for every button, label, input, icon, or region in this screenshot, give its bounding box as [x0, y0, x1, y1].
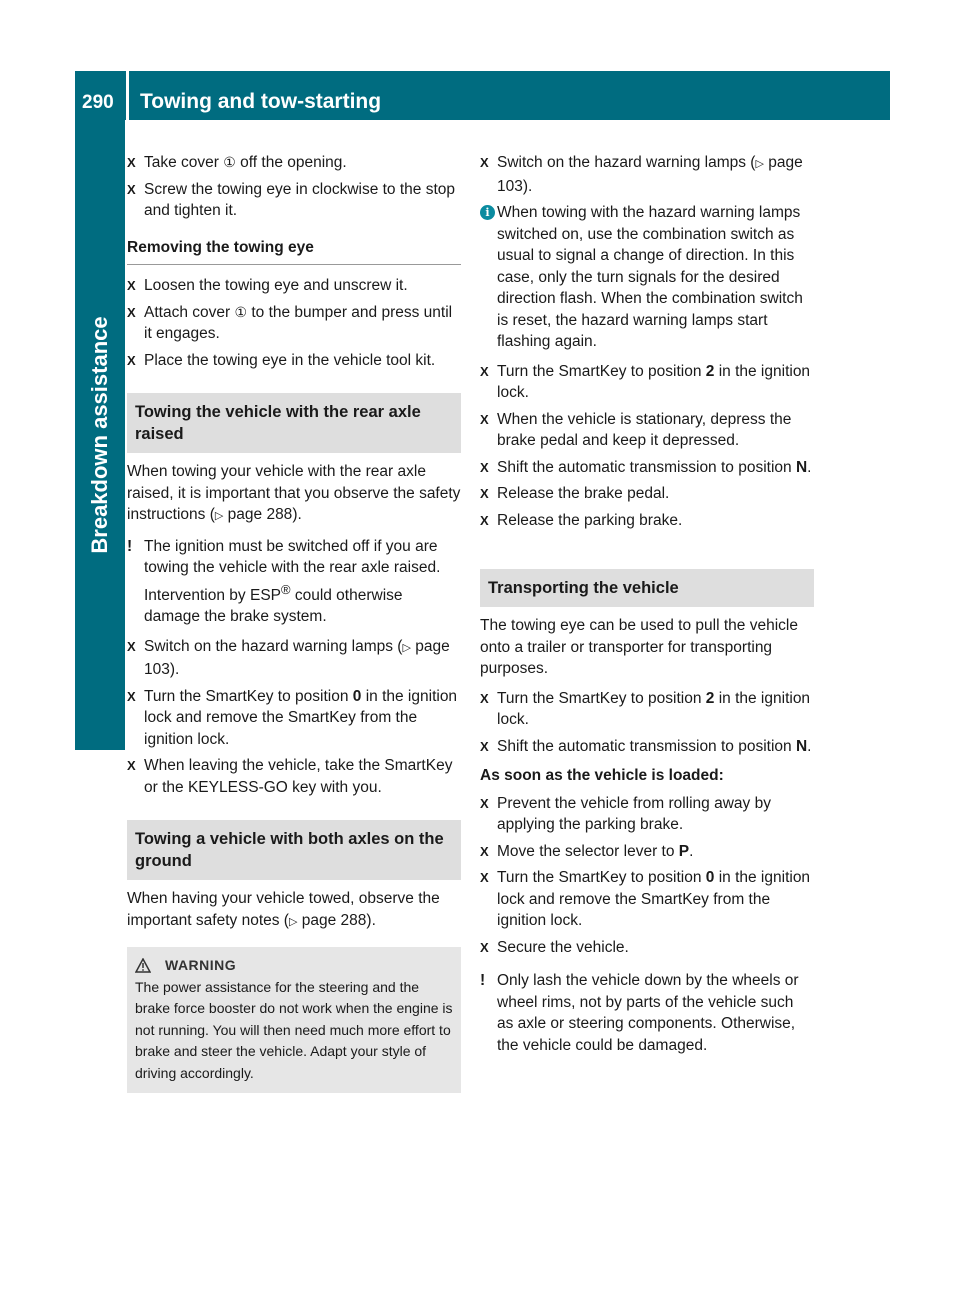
callout-1-icon: ① — [234, 303, 248, 320]
note-lash-vehicle — [480, 970, 814, 1056]
page-ref-link[interactable]: page 288 — [227, 506, 293, 523]
note-text: The ignition must be switched off if you are towing the vehicle with the rear axle raised. Intervention by ESP — [144, 537, 441, 604]
step-text: in the ignition lock. — [497, 362, 811, 401]
step-text: . — [807, 458, 812, 476]
right-column — [480, 152, 814, 1064]
step-text: Loosen the towing eye and unscrew it. — [144, 277, 408, 294]
step-release-parking — [480, 510, 814, 532]
step-text: Shift the automatic transmission to position — [497, 458, 796, 476]
page-ref-link[interactable]: page 103 — [497, 154, 803, 195]
note-text: could otherwise damage the brake system. — [144, 586, 403, 626]
step-text: Turn the SmartKey to position — [497, 689, 706, 707]
header-divider — [126, 71, 129, 120]
step-text: off the opening. — [235, 154, 347, 171]
paragraph-text: When towing your vehicle with the rear axle raised, it is important that you observe the safety instructions ( — [127, 463, 461, 523]
note-ignition-off — [127, 536, 461, 628]
step-arrow-icon: X — [480, 690, 489, 706]
step-arrow-icon: X — [127, 155, 136, 170]
step-prevent-rolling — [480, 793, 814, 836]
step-text: Release the parking brake. — [497, 511, 683, 529]
paragraph-both-axles-intro — [127, 888, 461, 933]
page-title: Towing and tow-starting — [140, 90, 382, 113]
subheading-loaded: As soon as the vehicle is loaded: — [480, 767, 724, 784]
page-ref-triangle-icon: ▷ — [288, 915, 298, 928]
step-arrow-icon: X — [480, 939, 489, 955]
step-arrow-icon: X — [480, 486, 489, 501]
step-arrow-icon: X — [127, 688, 136, 704]
step-transport-shift-n — [480, 736, 814, 758]
step-hazard-lamps-right — [480, 152, 814, 197]
caution-icon: ! — [127, 537, 133, 555]
chapter-tab-label-wrap — [75, 120, 125, 750]
page-ref-link[interactable]: page 103 — [144, 637, 450, 679]
paragraph-text: ). — [366, 911, 376, 929]
step-arrow-icon: X — [127, 638, 136, 654]
step-smartkey-2 — [480, 361, 814, 404]
step-smartkey-0 — [127, 686, 461, 751]
step-text: . — [807, 737, 812, 755]
step-arrow-icon: X — [480, 363, 489, 379]
note-text: Only lash the vehicle down by the wheels or wheel rims, not by parts of the vehicle such as axle or steering components. Otherwise, the vehicle could be damaged. — [497, 972, 799, 1054]
step-depress-brake — [480, 409, 814, 452]
step-release-brake — [480, 483, 814, 505]
position-value: N — [795, 458, 808, 476]
step-text: When the vehicle is stationary, depress the brake pedal and keep it depressed. — [497, 410, 792, 449]
step-screw-towing-eye — [127, 179, 461, 222]
callout-1-icon: ① — [223, 154, 236, 170]
step-shift-n — [480, 457, 814, 479]
step-text: Prevent the vehicle from rolling away by applying the parking brake. — [497, 794, 771, 833]
page-ref-link[interactable]: page 288 — [301, 911, 367, 929]
step-hazard-lamps — [127, 636, 461, 681]
step-text: Turn the SmartKey to position — [497, 869, 706, 886]
position-value: P — [678, 842, 690, 860]
step-text: . — [689, 842, 694, 860]
step-loosen-towing-eye — [127, 275, 461, 297]
step-secure-vehicle — [480, 937, 814, 959]
step-arrow-icon: X — [480, 795, 489, 811]
step-arrow-icon: X — [127, 758, 136, 774]
step-arrow-icon: X — [480, 411, 489, 427]
step-text: in the ignition lock and remove the SmartKey from the ignition lock. — [144, 687, 458, 748]
step-arrow-icon: X — [480, 512, 489, 528]
section-heading-transporting: Transporting the vehicle — [480, 569, 814, 607]
step-arrow-icon: X — [480, 738, 489, 754]
page-ref-triangle-icon: ▷ — [402, 641, 411, 654]
caution-icon: ! — [480, 972, 486, 989]
warning-text: The power assistance for the steering and the brake force booster do not work when the engine is not running. You will then need much more effort to brake and steer the vehicle. Adapt your style of driving accordingly. — [135, 978, 453, 1081]
step-text: Turn the SmartKey to position — [497, 362, 706, 380]
step-text: ). — [522, 177, 533, 195]
note-text: When towing with the hazard warning lamps switched on, use the combination switch as usual to signal a change of direction. In this case, only the turn signals for the desired direction flash. When the combination switch is reset, the hazard warning lamps start flashing again. — [497, 204, 803, 350]
page-number: 290 — [82, 92, 114, 113]
step-place-towing-eye — [127, 350, 461, 372]
step-text: Turn the SmartKey to position — [144, 687, 353, 705]
info-icon: i — [480, 205, 495, 220]
section-heading-rear-axle: Towing the vehicle with the rear axle raised — [127, 393, 461, 453]
step-text: in the ignition lock. — [497, 689, 811, 728]
warning-triangle-icon — [135, 958, 151, 973]
step-text: When leaving the vehicle, take the SmartKey or the KEYLESS-GO key with you. — [144, 757, 453, 796]
step-arrow-icon: X — [127, 278, 136, 293]
step-transport-smartkey-2 — [480, 688, 814, 731]
position-value: 0 — [352, 687, 362, 705]
warning-box — [127, 947, 461, 1093]
step-arrow-icon: X — [480, 870, 489, 885]
step-text: in the ignition lock and remove the SmartKey from the ignition lock. — [497, 869, 811, 929]
step-text: Screw the towing eye in clockwise to the stop and tighten it. — [144, 180, 456, 219]
paragraph-text: When having your vehicle towed, observe the important safety notes ( — [127, 890, 440, 929]
position-value: 2 — [705, 362, 715, 380]
step-arrow-icon: X — [480, 155, 489, 170]
step-text: Attach cover — [144, 303, 235, 321]
step-attach-cover — [127, 302, 461, 345]
warning-title: WARNING — [165, 957, 237, 974]
page-ref-triangle-icon: ▷ — [214, 510, 224, 522]
step-text: Switch on the hazard warning lamps ( — [144, 637, 403, 655]
step-arrow-icon: X — [127, 181, 136, 197]
step-text: to the bumper and press until it engages. — [144, 303, 453, 342]
registered-mark: ® — [281, 581, 291, 597]
step-text: Secure the vehicle. — [497, 938, 629, 956]
paragraph-text: ). — [292, 506, 302, 523]
step-take-smartkey — [127, 755, 461, 798]
subheading-removing-towing-eye: Removing the towing eye — [127, 237, 461, 266]
paragraph-transport-intro: The towing eye can be used to pull the vehicle onto a trailer or transporter for transporting purposes. — [480, 617, 798, 677]
section-heading-both-axles: Towing a vehicle with both axles on the ground — [127, 820, 461, 880]
step-arrow-icon: X — [480, 843, 489, 859]
step-text: ). — [169, 661, 180, 679]
step-arrow-icon: X — [480, 459, 489, 475]
warning-header — [135, 955, 453, 977]
left-column — [127, 152, 461, 1093]
step-text: Place the towing eye in the vehicle tool kit. — [144, 351, 436, 369]
step-text: Switch on the hazard warning lamps ( — [497, 154, 756, 171]
step-transport-smartkey-0 — [480, 867, 814, 932]
position-value: 0 — [705, 869, 715, 886]
step-arrow-icon: X — [127, 352, 136, 368]
page-ref-triangle-icon: ▷ — [755, 158, 764, 170]
info-note-hazard — [480, 202, 814, 353]
position-value: 2 — [705, 689, 715, 707]
chapter-tab-label: Breakdown assistance — [87, 316, 112, 554]
step-text: Move the selector lever to — [497, 842, 679, 860]
step-take-cover — [127, 152, 461, 174]
step-arrow-icon: X — [127, 304, 136, 320]
step-text: Take cover — [144, 154, 224, 171]
position-value: N — [795, 737, 808, 755]
step-text: Shift the automatic transmission to position — [497, 737, 796, 755]
paragraph-rear-axle-intro — [127, 461, 461, 528]
step-selector-p — [480, 841, 814, 863]
step-text: Release the brake pedal. — [497, 485, 670, 502]
